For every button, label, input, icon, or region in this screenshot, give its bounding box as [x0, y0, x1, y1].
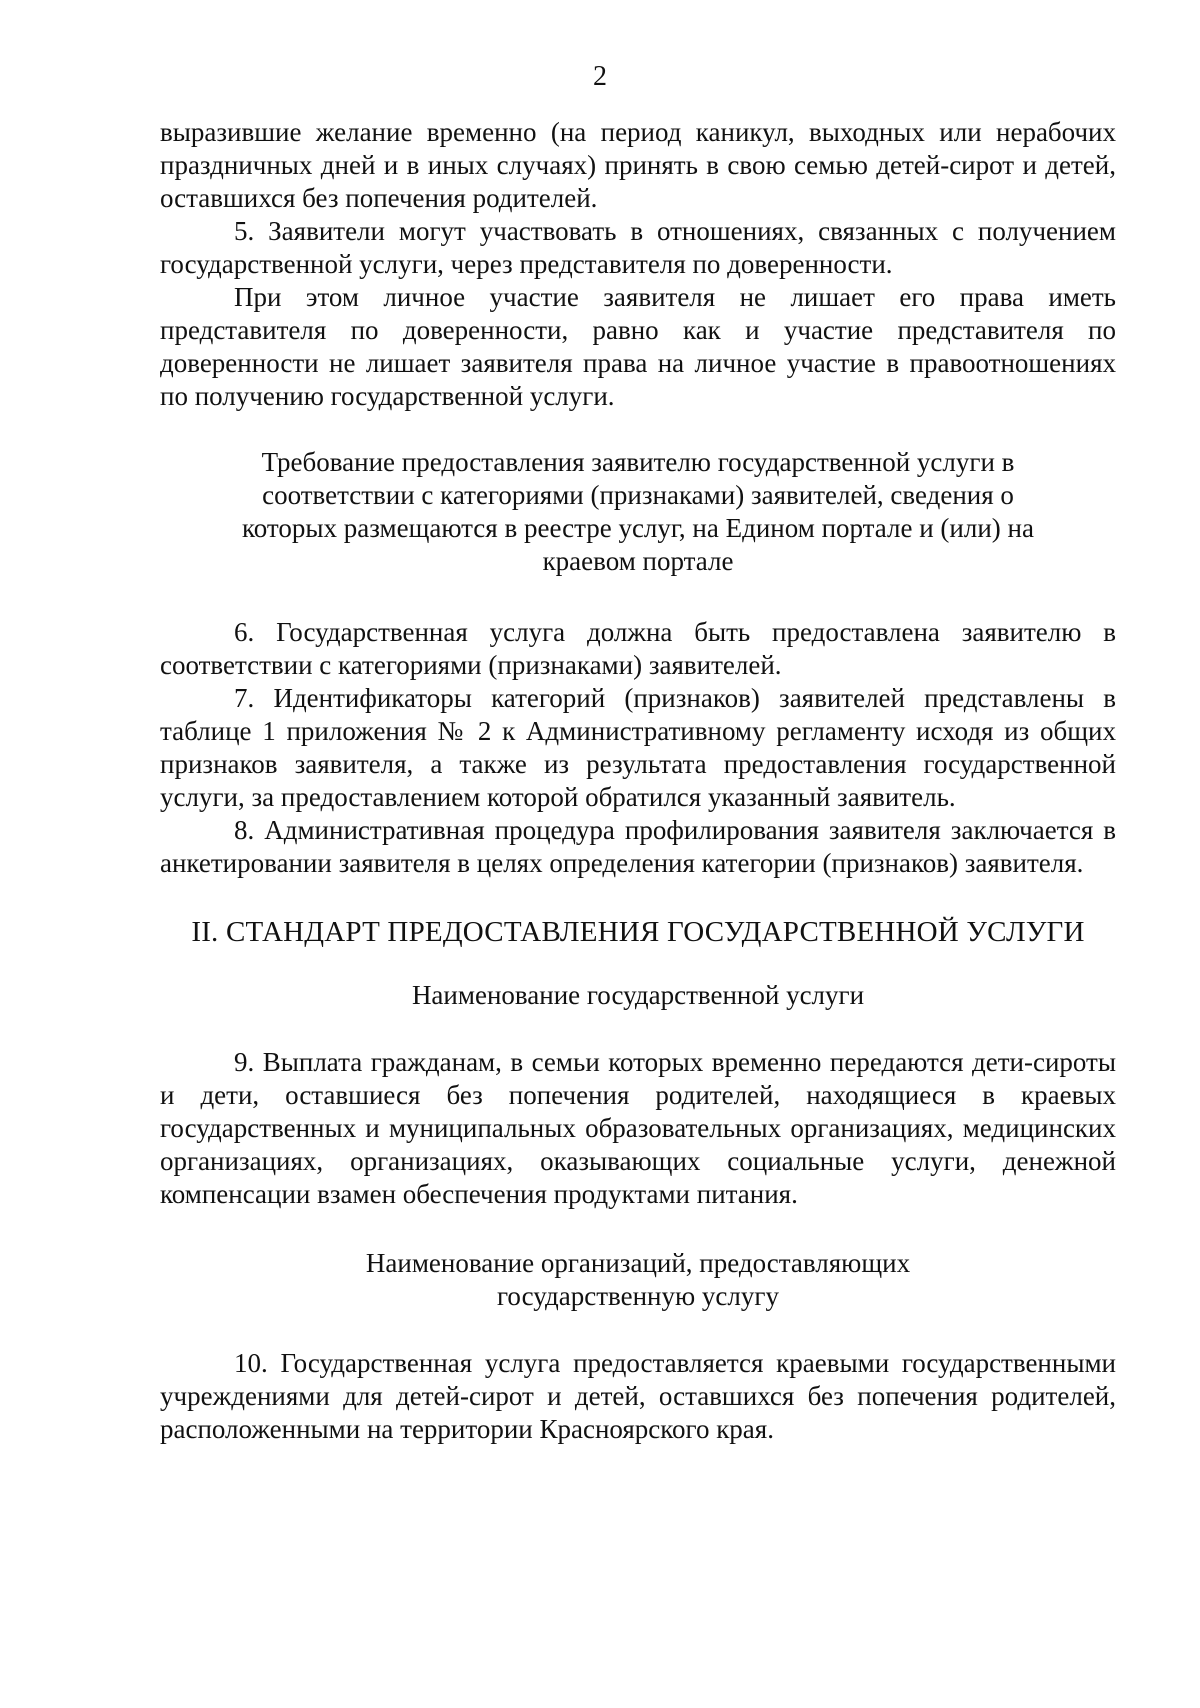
- document-body: [160, 116, 1116, 1446]
- paragraph-10: 10. Государственная услуга предоставляется краевыми государственными учреждениями для детей-сирот и детей, оставшихся без попечения родителей, расположенными на территории Красноярского края.: [160, 1348, 1116, 1444]
- paragraph-7: 7. Идентификаторы категорий (признаков) заявителей представлены в таблице 1 приложения № 2 к Административному регламенту исходя из общих признаков заявителя, а также из результата предоставления государственной услуги, за предоставлением которой обратился указанный заявитель.: [160, 683, 1116, 812]
- heading-organizations: Наименование организаций, предоставляющих государственную услугу: [365, 1248, 911, 1311]
- page-number: 2: [593, 61, 607, 92]
- paragraph-continuation: выразившие желание временно (на период каникул, выходных или нерабочих праздничных дней и в иных случаях) принять в свою семью детей-сирот и детей, оставшихся без попечения родителей.: [160, 117, 1116, 213]
- paragraph-8: 8. Административная процедура профилирования заявителя заключается в анкетировании заявителя в целях определения категории (признаков) заявителя.: [160, 815, 1116, 878]
- paragraph-6: 6. Государственная услуга должна быть предоставлена заявителю в соответствии с категориями (признаками) заявителей.: [160, 617, 1116, 680]
- paragraph-5: 5. Заявители могут участвовать в отношениях, связанных с получением государственной услуги, через представителя по доверенности.: [160, 216, 1116, 279]
- section-title: II. СТАНДАРТ ПРЕДОСТАВЛЕНИЯ ГОСУДАРСТВЕННОЙ УСЛУГИ: [191, 916, 1085, 948]
- paragraph-5-note: При этом личное участие заявителя не лишает его права иметь представителя по доверенности, равно как и участие представителя по доверенности не лишает заявителя права на личное участие в правоотношениях по получению государственной услуги.: [160, 282, 1116, 411]
- heading-service-name: Наименование государственной услуги: [411, 980, 865, 1010]
- heading-requirement: Требование предоставления заявителю государственной услуги в соответствии с категориями (признаками) заявителей, сведения о которых размещаются в реестре услуг, на Едином портале и (или) на краевом портале: [242, 447, 1034, 576]
- paragraph-9: 9. Выплата гражданам, в семьи которых временно передаются дети-сироты и дети, оставшиеся без попечения родителей, находящиеся в краевых государственных и муниципальных образовательных организациях, медицинских организациях, организациях, оказывающих социальные услуги, денежной компенсации взамен обеспечения продуктами питания.: [160, 1047, 1116, 1209]
